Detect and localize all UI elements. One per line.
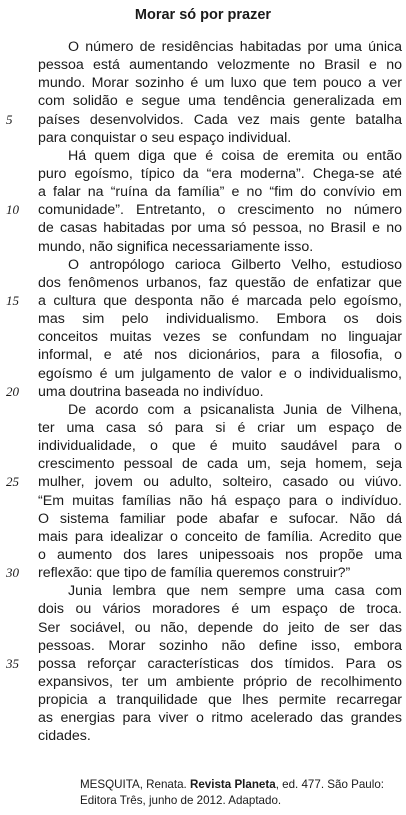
- text-line: [0, 292, 406, 310]
- line-text: pessoa está aumentando velozmente no Brasil e no: [38, 57, 402, 74]
- text-line: [0, 56, 406, 74]
- article-body: [0, 38, 406, 745]
- line-number: 20: [6, 383, 19, 399]
- line-text: mundo. Morar sozinho é um luxo que tem pouco a ver: [38, 75, 402, 92]
- text-line: [0, 147, 406, 165]
- text-line: [0, 38, 406, 56]
- text-line: [0, 437, 406, 455]
- article-title: Morar só por prazer: [134, 7, 272, 23]
- line-text: O sistema familiar pode abafar e sufocar. Não dá: [38, 510, 402, 527]
- text-line: [0, 365, 406, 383]
- line-text: reflexão: que tipo de família queremos construir?”: [38, 565, 351, 582]
- source-citation: [80, 777, 402, 808]
- line-number: 5: [6, 111, 13, 127]
- text-line: [0, 455, 406, 473]
- line-text: a falar na “ruína da família” e no “fim do convívio em: [38, 184, 402, 201]
- text-line: [0, 74, 406, 92]
- source-details-1: , ed. 477. São Paulo:: [275, 778, 384, 791]
- line-text: o aumento dos lares unipessoais nos propõe uma: [38, 546, 402, 563]
- source-details-2: Editora Três, junho de 2012. Adaptado.: [80, 793, 282, 807]
- text-line: [0, 492, 406, 510]
- line-text: dos fenômenos urbanos, faz questão de enfatizar que: [38, 274, 402, 291]
- line-number: 10: [6, 202, 19, 218]
- line-text: Junia lembra que nem sempre uma casa com: [68, 583, 402, 600]
- text-line: [0, 328, 406, 346]
- line-text: dois ou vários moradores é um espaço de troca.: [38, 601, 402, 618]
- line-text: países desenvolvidos. Cada vez mais gente batalha: [38, 111, 402, 128]
- line-text: O número de residências habitadas por uma única: [68, 39, 402, 55]
- text-line: [0, 655, 406, 673]
- text-line: [0, 274, 406, 292]
- line-text: as energias para viver o ritmo acelerado das grandes: [38, 710, 402, 727]
- line-text: egoísmo é um julgamento de valor e o individualismo,: [38, 365, 402, 382]
- line-text: expansivos, ter um ambiente próprio de recolhimento: [38, 673, 402, 690]
- line-text: uma doutrina baseada no indivíduo.: [38, 383, 264, 400]
- line-text: cidades.: [38, 728, 91, 745]
- source-publication: Revista Planeta: [189, 778, 276, 791]
- text-line: [0, 528, 406, 546]
- source-author: MESQUITA, Renata.: [80, 778, 187, 791]
- line-text: mais para idealizar o conceito de família. Acredito que: [38, 528, 402, 545]
- line-text: O antropólogo carioca Gilberto Velho, estudioso: [68, 256, 402, 273]
- text-line: [0, 709, 406, 727]
- line-number: 30: [6, 565, 19, 581]
- text-line: [0, 673, 406, 691]
- line-text: Ser sociável, ou não, depende do jeito de ser das: [38, 619, 402, 636]
- text-line: [0, 111, 406, 129]
- text-line: [0, 238, 406, 256]
- line-text: a cultura que desponta não é marcada pelo egoísmo,: [38, 292, 402, 309]
- line-text: puro egoísmo, típico da “era moderna”. Chega-se até: [38, 165, 402, 182]
- line-text: crescimento pessoal de cada um, seja homem, seja: [38, 456, 402, 473]
- text-line: [0, 419, 406, 437]
- line-text: para conquistar o seu espaço individual.: [38, 129, 292, 146]
- line-text: “Em muitas famílias não há espaço para o indivíduo.: [38, 492, 402, 509]
- text-line: [0, 201, 406, 219]
- line-text: ter uma casa só para si é criar um espaço de: [38, 419, 402, 436]
- line-text: conceitos muitas vezes se confundam no linguajar: [38, 329, 402, 346]
- text-line: [0, 546, 406, 564]
- text-line: [0, 600, 406, 618]
- line-text: individualidade, o que é muito saudável para o: [38, 438, 402, 455]
- line-text: mundo, não significa necessariamente isso.: [38, 238, 314, 255]
- text-line: [0, 346, 406, 364]
- text-line: [0, 129, 406, 147]
- text-line: [0, 401, 406, 419]
- text-line: [0, 310, 406, 328]
- text-line: [0, 564, 406, 582]
- text-line: [0, 619, 406, 637]
- text-line: [0, 691, 406, 709]
- text-line: [0, 510, 406, 528]
- text-line: [0, 473, 406, 491]
- line-text: de casas habitadas por uma só pessoa, no Brasil e no: [38, 220, 402, 237]
- line-text: comunidade”. Entretanto, o crescimento no número: [38, 202, 402, 219]
- line-text: mulher, jovem ou adulto, solteiro, casado ou viúvo.: [38, 474, 402, 491]
- line-text: propicia a tranquilidade que lhes permite recarregar: [38, 692, 402, 709]
- text-line: [0, 92, 406, 110]
- line-text: mas sim pelo individualismo. Embora os dois: [38, 311, 402, 328]
- text-line: [0, 165, 406, 183]
- line-text: De acordo com a psicanalista Junia de Vilhena,: [68, 401, 402, 418]
- text-line: [0, 183, 406, 201]
- text-line: [0, 637, 406, 655]
- text-line: [0, 582, 406, 600]
- line-number: 15: [6, 292, 19, 308]
- line-number: 35: [6, 655, 19, 671]
- text-line: [0, 383, 406, 401]
- line-text: possa reforçar características dos tímidos. Para os: [38, 655, 402, 672]
- line-number: 25: [6, 474, 19, 490]
- text-line: [0, 727, 406, 745]
- line-text: pessoas. Morar sozinho não define isso, embora: [38, 637, 402, 654]
- text-line: [0, 219, 406, 237]
- line-text: informal, e até nos dicionários, para a filosofia, o: [38, 347, 402, 364]
- text-line: [0, 256, 406, 274]
- line-text: com solidão e segue uma tendência generalizada em: [38, 93, 402, 110]
- line-text: Há quem diga que é coisa de eremita ou então: [68, 147, 402, 164]
